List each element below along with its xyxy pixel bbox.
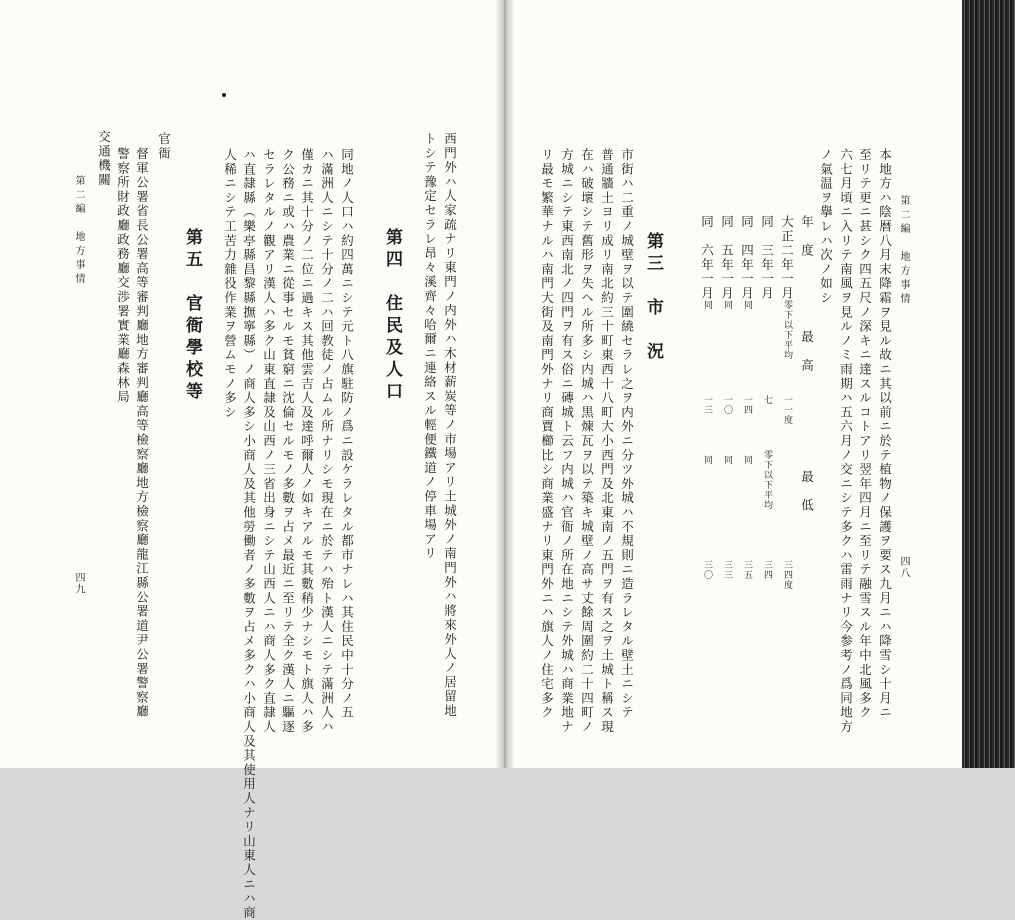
row-high-note: 同 xyxy=(722,300,732,310)
row-low: 三三 xyxy=(722,560,732,580)
row-high-note: 同 xyxy=(742,300,752,310)
left-subheading: 官衙 xyxy=(156,132,172,161)
right-page-header: 第二編 地方事情 xyxy=(898,195,909,307)
left-body-line: 西門外ハ人家疏ナリ東門ノ内外ハ木材薪炭等ノ市場アリ土城外ノ南門外ハ將來外人ノ居留地 xyxy=(442,132,458,719)
ink-speck xyxy=(222,93,226,97)
left-page-header: 第二編 地方事情 xyxy=(73,175,84,287)
table-header-high: 最 高 xyxy=(799,330,815,373)
right-body-line: 在ハ破壞シテ舊形ヲ失ヘル所多シ内城ハ黒煉瓦ヲ以テ築キ城壁ノ高サ丈餘周圍約二十四町ノ xyxy=(579,148,595,735)
left-body-line: 同地ノ人口ハ約四萬ニシテ元ト八旗駐防ノ爲ニ設ケラレタル都市ナレハ其住民中十分ノ五 xyxy=(339,148,355,720)
section-5-title: 第五 官衙學校等 xyxy=(182,228,202,404)
right-body-line: 至リテ更ニ甚シク四五尺ノ深キニ達スルコトアリ翌年四月ニ至リテ融雪スル年中北風多ク xyxy=(857,148,873,720)
row-low: 三〇 xyxy=(702,560,712,580)
table-header-year: 年 度 xyxy=(799,215,815,258)
left-body-line: トシテ豫定セラレ昂々溪齊々哈爾ニ連絡スル輕便鐵道ノ停車場アリ xyxy=(422,132,438,561)
left-body-line: 警察所財政廳政務廳交渉署實業廳森林局 xyxy=(115,147,131,405)
row-year: 同 五年一月 xyxy=(719,215,735,301)
row-low: 三四度 xyxy=(782,560,792,590)
row-high: 一四 xyxy=(742,395,752,415)
left-body-line: ハ滿洲人ニシテ十分ノ二ハ回教徒ノ占ムル所ナリシモ現在ニ於テハ殆ト漢人ニシテ滿洲人ハ xyxy=(319,148,335,735)
row-high: 一三 xyxy=(702,395,712,415)
right-body-line: 六七月頃ニ入リテ南風ヲ見ルノミ雨期ハ五六月ノ交ニシテ多クハ雷雨ナリ今参考ノ爲同地方 xyxy=(838,148,854,735)
row-high-note: 同 xyxy=(702,300,712,310)
book-page-edges xyxy=(962,0,1015,768)
right-body-line: 普通牆土ヨリ成リ南北約三十町東西十八町大小西門及北東南ノ五門ヲ有ス之ヲ土城ト稱ス現 xyxy=(599,148,615,735)
left-body-line: 督軍公署省長公署高等審判廳地方審判廳高等檢察廳地方檢察廳龍江縣公署道尹公署警察廳 xyxy=(134,147,150,719)
right-body-line: ノ氣温ヲ擧レハ次ノ如シ xyxy=(818,148,834,306)
row-high: 一〇 xyxy=(722,395,732,415)
right-body-line: 方城ニシテ東西南北ノ四門ヲ有ス俗ニ磚城ト云フ内城ハ官衙ノ所在地ニシテ外城ハ商業地ナ xyxy=(559,148,575,735)
left-page-number: 四九 xyxy=(73,572,84,596)
left-page xyxy=(0,0,503,920)
book-gutter xyxy=(496,0,514,768)
left-body-line: ハ直隷縣（樂亭縣昌黎縣撫寧縣）ノ商人多シ小商人及其他勞働者ノ多數ヲ占メ多クハ小商人及其使用人ナリ山東人ニハ商 xyxy=(241,148,257,920)
row-low-note: 零下以下平均 xyxy=(762,450,772,510)
left-body-line: ク公務ニ或ハ農業ニ從事セルモ貧窮ニ沈倫セルモノ多數ヲ占メ最近ニ至リテ全ク漢人ニ驅逐 xyxy=(280,148,296,735)
right-body-line: リ最モ繁華ナルハ南門大街及南門外ナリ商賈櫛比シ商業盛ナリ東門外ニハ旗人ノ住宅多ク xyxy=(539,148,555,720)
right-body-line: 市街ハ二重ノ城壁ヲ以テ圍繞セラレ之ヲ内外ニ分ツ外城ハ不規則ニ造ラレタル壁土ニシテ xyxy=(619,148,635,720)
row-low-note: 同 xyxy=(722,455,732,465)
row-year: 同 六年一月 xyxy=(699,215,715,301)
row-low: 三五 xyxy=(742,560,752,580)
left-body-line: 僅カニ其十分ノ二位ニ過キス其他雲吉人及達呼爾人ノ如キアルモ其數稍少ナシモト旗人ハ多 xyxy=(299,148,315,735)
left-body-line: 交通機關 xyxy=(96,130,112,188)
left-body-line: 人稀ニシテ工苦力雜役作業ヲ營ムモノ多シ xyxy=(222,148,238,420)
right-page-number: 四八 xyxy=(898,556,909,580)
row-high-note: 零下以下平均 xyxy=(782,300,792,360)
section-3-title: 第三 市 況 xyxy=(643,232,663,364)
row-low-note: 同 xyxy=(702,455,712,465)
row-high: 七 xyxy=(762,395,772,405)
row-year: 大正二年一月 xyxy=(779,215,795,301)
table-header-low: 最 低 xyxy=(799,470,815,513)
right-page xyxy=(503,0,1015,768)
row-year: 同 三年一月 xyxy=(759,215,775,301)
row-low-note: 同 xyxy=(742,455,752,465)
row-year: 同 四年一月 xyxy=(739,215,755,301)
section-4-title: 第四 住民及人口 xyxy=(382,228,402,404)
left-body-line: セラレタルノ觀アリ漢人ハ多ク山東直隷及山西ノ三省出身ニシテ山西人ニハ商人多ク直隷人 xyxy=(261,148,277,735)
row-high: 一一度 xyxy=(782,395,792,425)
row-low: 三四 xyxy=(762,560,772,580)
right-body-line: 本地方ハ陰暦八月末降霜ヲ見ル故ニ其以前ニ於テ植物ノ保護ヲ要ス九月ニハ降雪シ十月ニ xyxy=(877,148,893,720)
